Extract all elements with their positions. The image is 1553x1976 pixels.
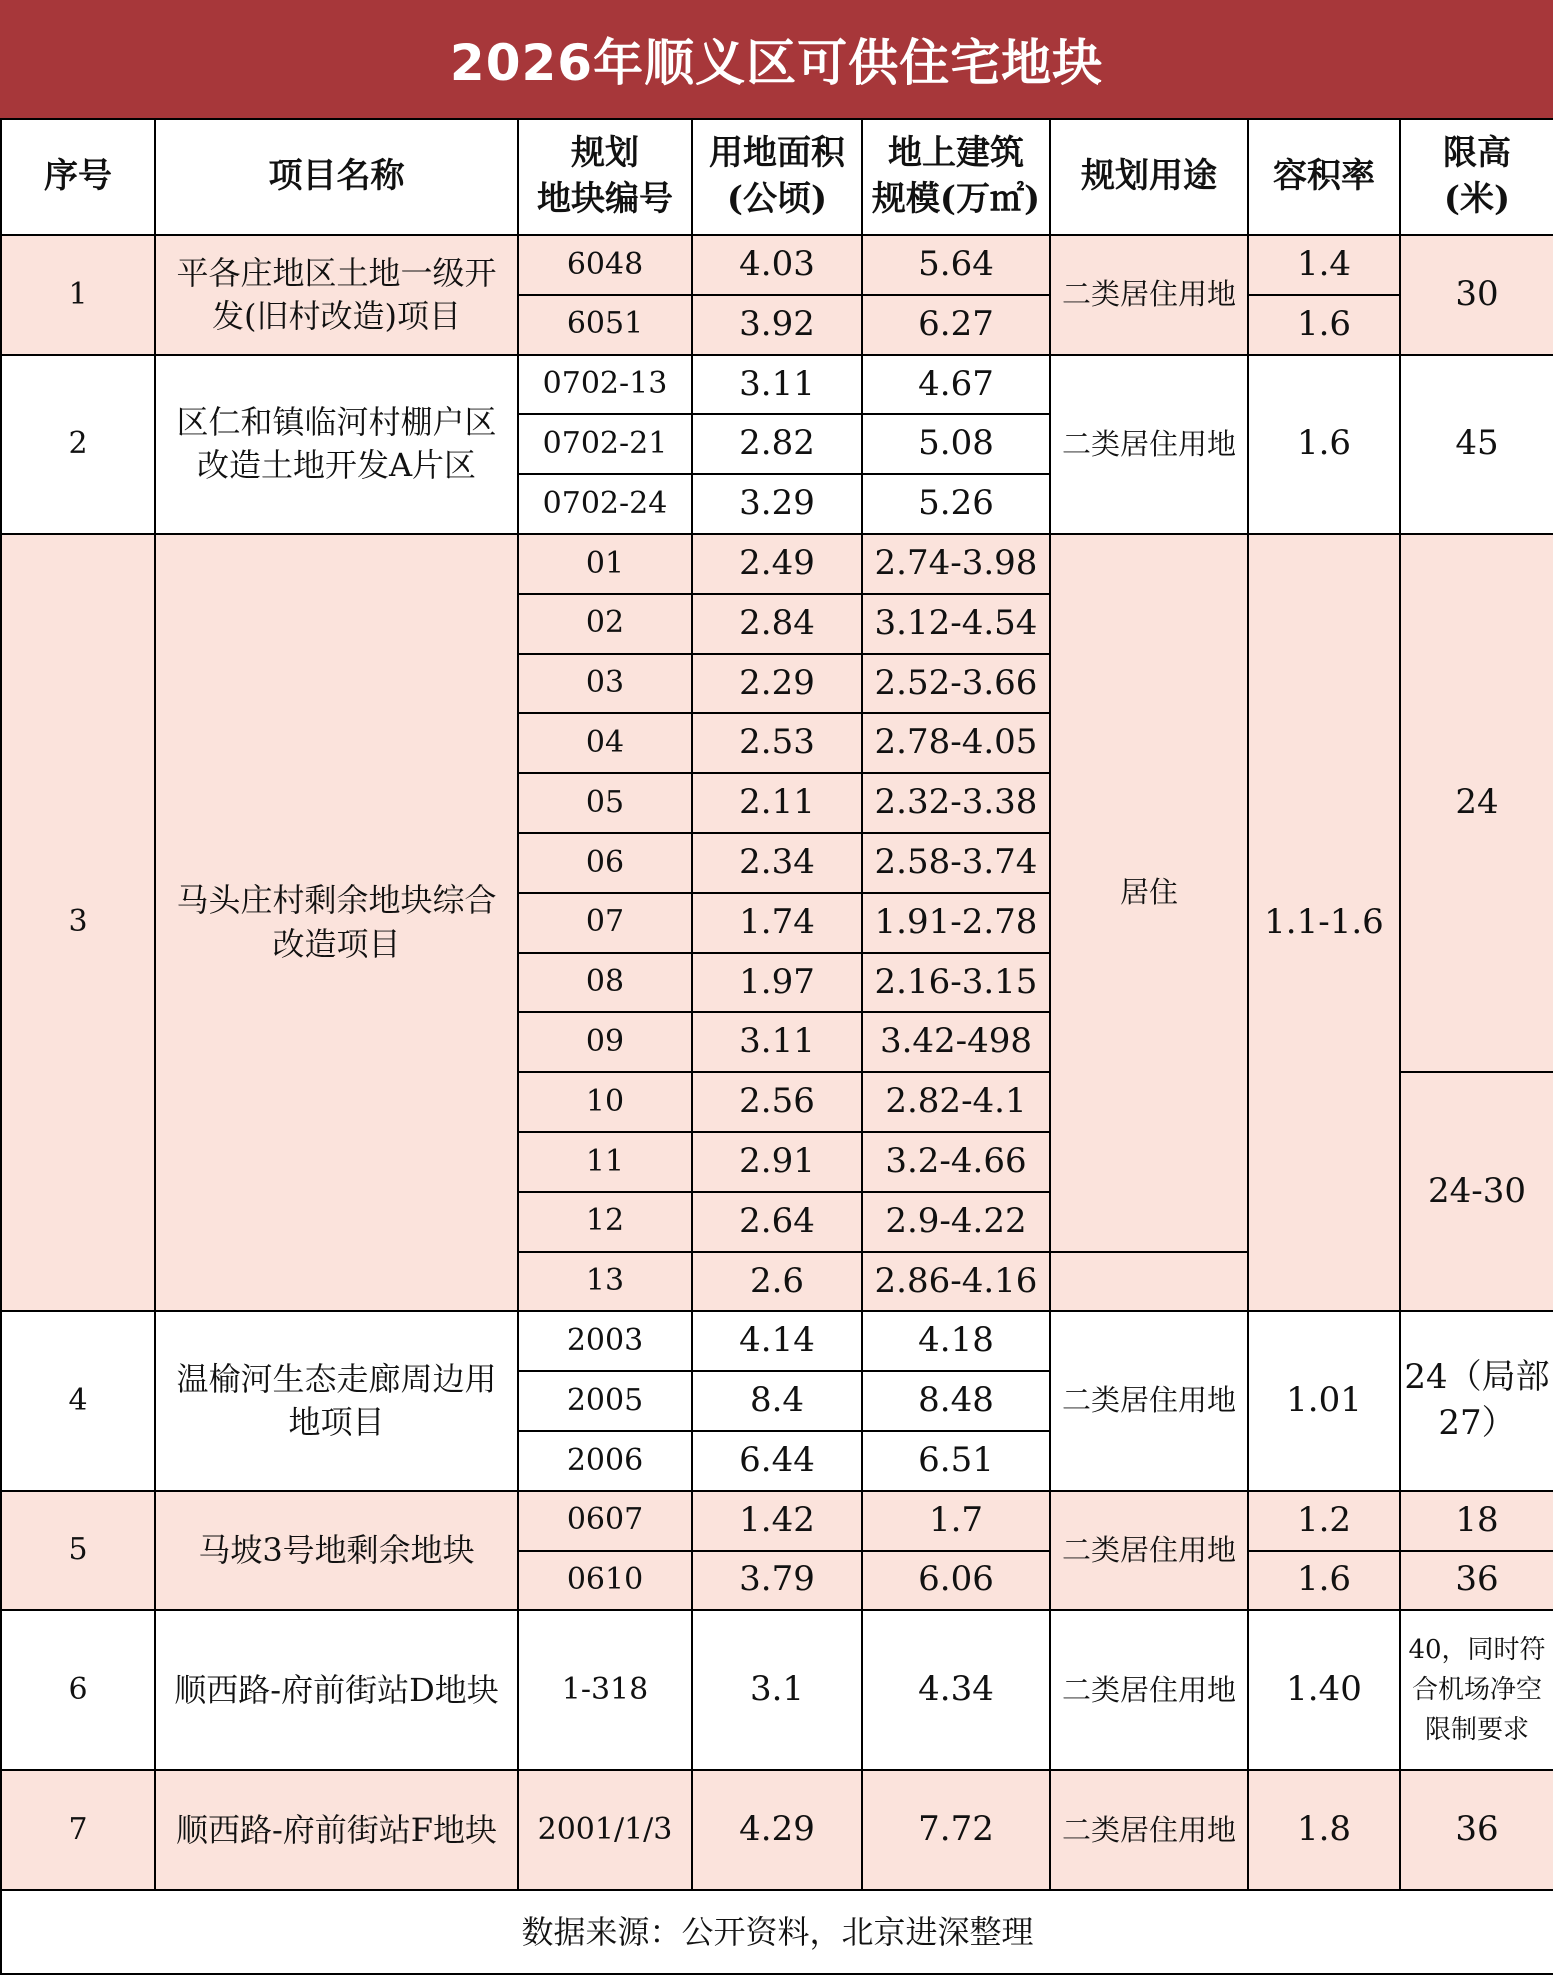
cell-far: 1.4 [1248, 235, 1400, 295]
cell-scale: 2.82-4.1 [862, 1072, 1050, 1132]
cell-scale: 2.9-4.22 [862, 1192, 1050, 1252]
cell-seq: 5 [1, 1491, 155, 1611]
cell-area: 4.29 [692, 1770, 862, 1890]
cell-code: 0702-13 [518, 355, 692, 415]
cell-area: 3.11 [692, 1012, 862, 1072]
cell-scale: 5.08 [862, 414, 1050, 474]
header-far: 容积率 [1248, 119, 1400, 235]
cell-area: 4.14 [692, 1311, 862, 1371]
cell-scale: 2.16-3.15 [862, 953, 1050, 1013]
cell-area: 3.29 [692, 474, 862, 534]
cell-area: 2.84 [692, 594, 862, 654]
header-height: 限高 (米) [1400, 119, 1553, 235]
cell-scale: 2.58-3.74 [862, 833, 1050, 893]
cell-height: 24 [1400, 534, 1553, 1072]
cell-code: 03 [518, 654, 692, 714]
cell-name: 区仁和镇临河村棚户区改造土地开发A片区 [155, 355, 518, 534]
cell-far: 1.6 [1248, 355, 1400, 534]
cell-height: 40，同时符合机场净空限制要求 [1400, 1610, 1553, 1770]
cell-use: 二类居住用地 [1050, 355, 1248, 534]
cell-code: 08 [518, 953, 692, 1013]
cell-area: 2.29 [692, 654, 862, 714]
cell-far: 1.6 [1248, 1551, 1400, 1611]
cell-name: 平各庄地区土地一级开发(旧村改造)项目 [155, 235, 518, 355]
cell-scale: 5.64 [862, 235, 1050, 295]
cell-use: 二类居住用地 [1050, 1311, 1248, 1490]
cell-code: 0702-24 [518, 474, 692, 534]
cell-seq: 7 [1, 1770, 155, 1890]
cell-scale: 1.7 [862, 1491, 1050, 1551]
cell-code: 07 [518, 893, 692, 953]
cell-code: 10 [518, 1072, 692, 1132]
table-row [1, 1311, 1553, 1371]
cell-area: 3.11 [692, 355, 862, 415]
cell-scale: 3.42-498 [862, 1012, 1050, 1072]
cell-scale: 2.32-3.38 [862, 773, 1050, 833]
cell-use-empty [1050, 1252, 1248, 1312]
cell-code: 6051 [518, 295, 692, 355]
cell-scale: 2.86-4.16 [862, 1252, 1050, 1312]
cell-use: 二类居住用地 [1050, 1491, 1248, 1611]
cell-far: 1.40 [1248, 1610, 1400, 1770]
table-row [1, 235, 1553, 295]
table-row [1, 534, 1553, 594]
cell-height: 18 [1400, 1491, 1553, 1551]
header-name: 项目名称 [155, 119, 518, 235]
cell-code: 09 [518, 1012, 692, 1072]
cell-area: 6.44 [692, 1431, 862, 1491]
cell-scale: 6.06 [862, 1551, 1050, 1611]
cell-scale: 2.52-3.66 [862, 654, 1050, 714]
cell-area: 4.03 [692, 235, 862, 295]
cell-height: 30 [1400, 235, 1553, 355]
cell-area: 1.74 [692, 893, 862, 953]
header-seq: 序号 [1, 119, 155, 235]
cell-code: 12 [518, 1192, 692, 1252]
cell-use: 居住 [1050, 534, 1248, 1252]
cell-scale: 3.12-4.54 [862, 594, 1050, 654]
cell-seq: 3 [1, 534, 155, 1311]
cell-code: 2003 [518, 1311, 692, 1371]
cell-area: 8.4 [692, 1371, 862, 1431]
cell-area: 2.56 [692, 1072, 862, 1132]
cell-code: 01 [518, 534, 692, 594]
cell-area: 2.53 [692, 713, 862, 773]
cell-code: 2001/1/3 [518, 1770, 692, 1890]
cell-name: 马头庄村剩余地块综合改造项目 [155, 534, 518, 1311]
header-use: 规划用途 [1050, 119, 1248, 235]
cell-far: 1.01 [1248, 1311, 1400, 1490]
cell-name: 顺西路-府前街站F地块 [155, 1770, 518, 1890]
cell-code: 2006 [518, 1431, 692, 1491]
cell-far: 1.1-1.6 [1248, 534, 1400, 1311]
cell-height: 24（局部27） [1400, 1311, 1553, 1490]
cell-area: 3.1 [692, 1610, 862, 1770]
cell-code: 0702-21 [518, 414, 692, 474]
cell-area: 2.11 [692, 773, 862, 833]
cell-seq: 2 [1, 355, 155, 534]
cell-use: 二类居住用地 [1050, 1610, 1248, 1770]
cell-code: 06 [518, 833, 692, 893]
table-row [1, 1491, 1553, 1551]
page-title: 2026年顺义区可供住宅地块 [449, 34, 1104, 92]
cell-seq: 6 [1, 1610, 155, 1770]
title-bar [0, 0, 1553, 118]
cell-height: 45 [1400, 355, 1553, 534]
cell-use: 二类居住用地 [1050, 235, 1248, 355]
cell-seq: 1 [1, 235, 155, 355]
cell-far: 1.2 [1248, 1491, 1400, 1551]
data-source-note: 数据来源：公开资料，北京进深整理 [1, 1890, 1553, 1974]
cell-code: 04 [518, 713, 692, 773]
cell-code: 0607 [518, 1491, 692, 1551]
cell-code: 13 [518, 1252, 692, 1312]
cell-code: 0610 [518, 1551, 692, 1611]
cell-height: 36 [1400, 1551, 1553, 1611]
cell-scale: 6.51 [862, 1431, 1050, 1491]
cell-height: 36 [1400, 1770, 1553, 1890]
cell-area: 2.82 [692, 414, 862, 474]
cell-area: 1.97 [692, 953, 862, 1013]
cell-scale: 8.48 [862, 1371, 1050, 1431]
cell-scale: 6.27 [862, 295, 1050, 355]
header-scale: 地上建筑 规模(万㎡) [862, 119, 1050, 235]
cell-area: 2.49 [692, 534, 862, 594]
cell-height: 24-30 [1400, 1072, 1553, 1311]
table-footer-row [1, 1890, 1553, 1974]
cell-name: 马坡3号地剩余地块 [155, 1491, 518, 1611]
cell-name: 温榆河生态走廊周边用地项目 [155, 1311, 518, 1490]
cell-far: 1.6 [1248, 295, 1400, 355]
cell-scale: 1.91-2.78 [862, 893, 1050, 953]
cell-area: 2.34 [692, 833, 862, 893]
cell-code: 05 [518, 773, 692, 833]
cell-area: 2.64 [692, 1192, 862, 1252]
cell-scale: 3.2-4.66 [862, 1132, 1050, 1192]
cell-scale: 4.34 [862, 1610, 1050, 1770]
land-table [0, 118, 1553, 1975]
cell-use: 二类居住用地 [1050, 1770, 1248, 1890]
cell-far: 1.8 [1248, 1770, 1400, 1890]
table-row [1, 355, 1553, 415]
header-code: 规划 地块编号 [518, 119, 692, 235]
header-area: 用地面积 (公顷) [692, 119, 862, 235]
cell-scale: 4.18 [862, 1311, 1050, 1371]
cell-scale: 7.72 [862, 1770, 1050, 1890]
cell-name: 顺西路-府前街站D地块 [155, 1610, 518, 1770]
cell-scale: 2.78-4.05 [862, 713, 1050, 773]
cell-scale: 5.26 [862, 474, 1050, 534]
cell-area: 2.91 [692, 1132, 862, 1192]
cell-area: 2.6 [692, 1252, 862, 1312]
cell-area: 3.79 [692, 1551, 862, 1611]
cell-area: 1.42 [692, 1491, 862, 1551]
cell-seq: 4 [1, 1311, 155, 1490]
cell-code: 11 [518, 1132, 692, 1192]
table-row [1, 1610, 1553, 1770]
table-row [1, 1770, 1553, 1890]
cell-scale: 4.67 [862, 355, 1050, 415]
cell-scale: 2.74-3.98 [862, 534, 1050, 594]
cell-code: 2005 [518, 1371, 692, 1431]
cell-code: 02 [518, 594, 692, 654]
cell-code: 1-318 [518, 1610, 692, 1770]
cell-code: 6048 [518, 235, 692, 295]
cell-area: 3.92 [692, 295, 862, 355]
